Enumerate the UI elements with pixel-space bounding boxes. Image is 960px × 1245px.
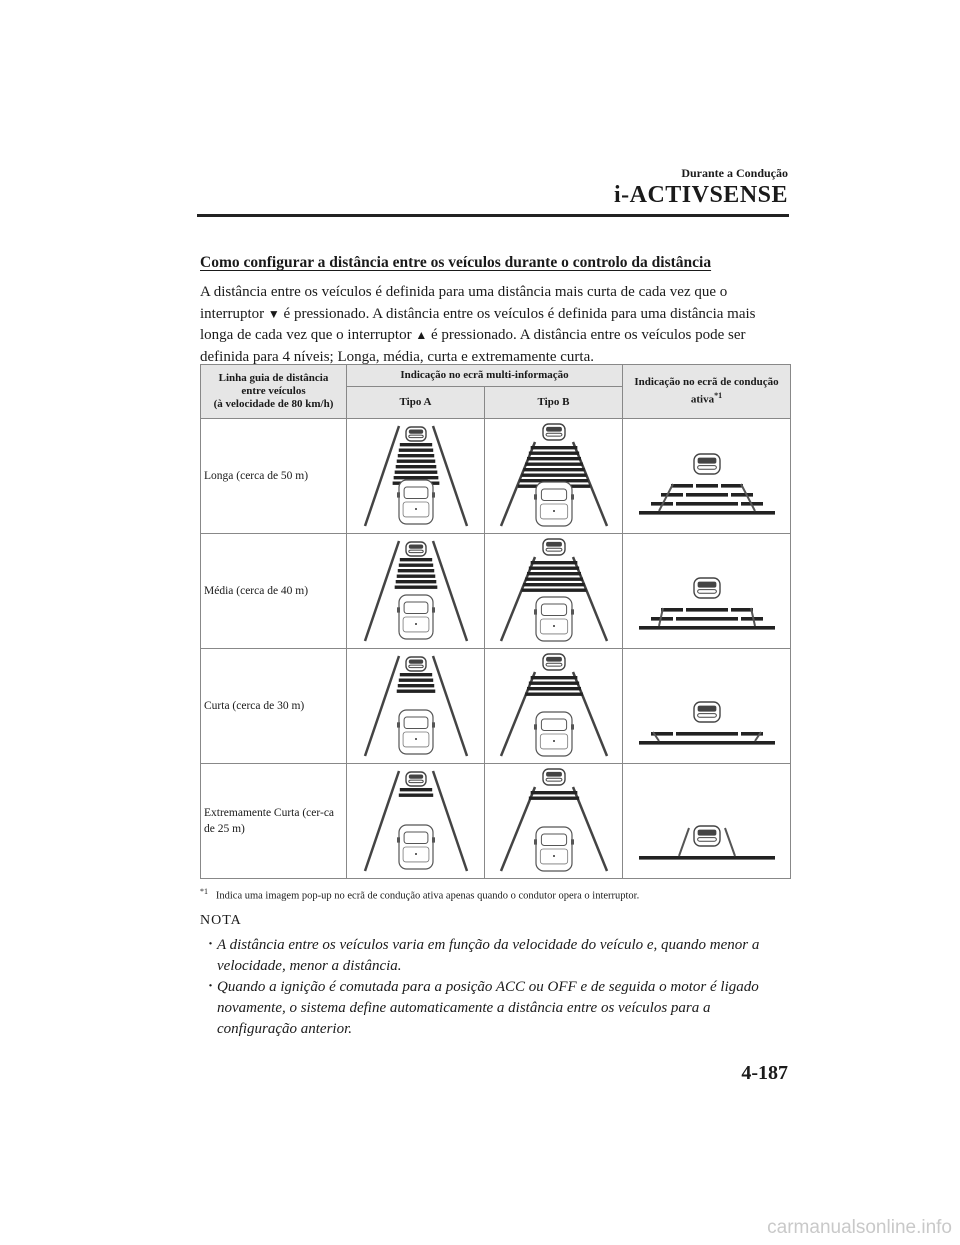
distance-label: Longa (cerca de 50 m): [201, 419, 347, 534]
active-display-illustration: [623, 649, 791, 764]
page-number: 4-187: [741, 1062, 788, 1084]
table-row: [201, 419, 791, 534]
type-b-illustration: [485, 419, 623, 534]
distance-label: Curta (cerca de 30 m): [201, 649, 347, 764]
watermark: carmanualsonline.info: [767, 1217, 952, 1238]
note-item: · A distância entre os veículos varia em função da velocidade do veículo e, quando menor a velocidade, menor a distância.: [208, 935, 792, 977]
type-b-illustration: [485, 534, 623, 649]
notes-list: [208, 935, 792, 1040]
intro-text-1: A distância entre os veículos é definida para uma distância mais curta de cada vez que o interruptor: [200, 284, 728, 322]
header-guide-line: Linha guia de distância entre veículos (à velocidade de 80 km/h): [201, 365, 347, 419]
footnote: $^{*1}$ Indica uma imagem pop-up no ecrã de condução ativa apenas quando o condutor opera o interruptor.: [200, 887, 640, 902]
intro-text-2: é pressionado. A distância entre os veículos é definida para uma distância mais longa de cada vez que o interruptor: [200, 305, 756, 343]
nota-label: NOTA: [200, 913, 242, 928]
header-active-display: Indicação no ecrã de condução ativa$^{*1}$: [623, 365, 791, 419]
table-row: [201, 649, 791, 764]
note-item: · Quando a ignição é comutada para a posição ACC ou OFF e de seguida o motor é ligado novamente, o sistema define automaticamente a distância entre os veículos para a configuração anterior.: [208, 977, 792, 1040]
distance-table: [200, 364, 791, 879]
active-display-illustration: [623, 419, 791, 534]
header-type-a: Tipo A: [347, 387, 485, 419]
table-row: [201, 534, 791, 649]
type-a-illustration: [347, 419, 485, 534]
type-a-illustration: [347, 534, 485, 649]
distance-label: Extremamente Curta (cer-ca de 25 m): [201, 764, 347, 879]
header-rule: [197, 214, 789, 217]
up-switch-icon: ▲: [415, 328, 428, 342]
intro-text-3: é pressionado. A distância entre os veículos pode ser definida para 4 níveis; Longa, média, curta e extremamente curta.: [200, 327, 746, 365]
type-a-illustration: [347, 764, 485, 879]
type-a-illustration: [347, 649, 485, 764]
table-row: [201, 764, 791, 879]
type-b-illustration: [485, 649, 623, 764]
header-type-b: Tipo B: [485, 387, 623, 419]
active-display-illustration: [623, 534, 791, 649]
header-multi-info: Indicação no ecrã multi-informação: [347, 365, 623, 387]
section-heading: i-ACTIVSENSE: [613, 182, 788, 208]
type-b-illustration: [485, 764, 623, 879]
down-switch-icon: ▼: [267, 306, 280, 321]
intro-paragraph: [200, 282, 790, 368]
subsection-title: Como configurar a distância entre os veículos durante o controlo da distância: [200, 254, 712, 271]
chapter-title: Durante a Condução: [681, 166, 788, 180]
active-display-illustration: [623, 764, 791, 879]
distance-label: Média (cerca de 40 m): [201, 534, 347, 649]
